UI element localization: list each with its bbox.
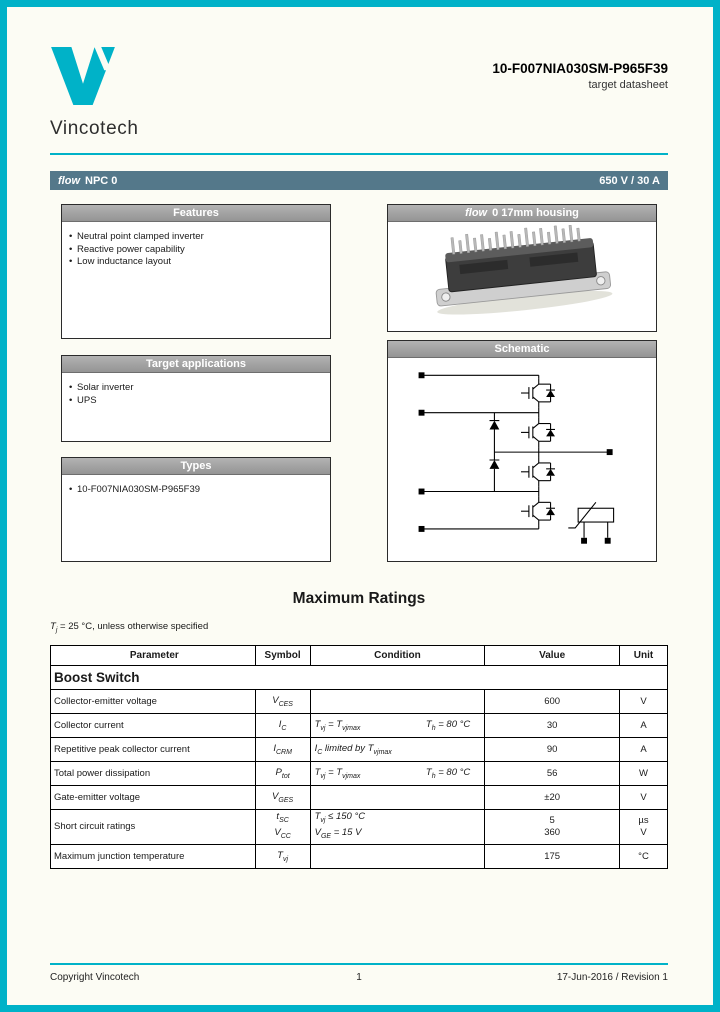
header-divider [50,153,668,155]
cell-symbol: $I_C$ [255,713,310,737]
series-brand: flow [58,174,80,187]
features-list [62,231,330,269]
note-symbol: $T_j$ [50,621,58,634]
list-item: • Low inductance layout [68,256,324,269]
title-block [492,47,668,91]
schematic-title: Schematic [388,341,656,358]
list-item: • Solar inverter [68,382,324,395]
condition-line: $T_{vj} \le 150$ °C [314,810,366,824]
document-subtitle: target datasheet [588,79,668,91]
housing-series: flow [465,207,488,219]
section-row [51,665,668,689]
cell-symbol: $P_{tot}$ [255,761,310,785]
value-line: 360 [544,826,561,838]
condition-right: $T_h = 80$ °C [425,766,471,780]
cell-parameter: Short circuit ratings [51,809,256,844]
cell-value: 175 [485,844,620,868]
housing-title [388,205,656,222]
target-applications-box [61,355,331,442]
section-title: Boost Switch [51,665,668,689]
types-box [61,457,331,562]
cell-symbol: $T_{vj}$ [255,844,310,868]
maximum-ratings-heading: Maximum Ratings [292,590,426,607]
cell-parameter: Total power dissipation [51,761,256,785]
col-parameter: Parameter [51,645,256,665]
types-title: Types [62,458,330,475]
col-condition: Condition [310,645,485,665]
cell-unit: V [620,689,668,713]
cell-unit: °C [620,844,668,868]
cell-condition [310,785,485,809]
features-box [61,204,331,339]
table-row [51,713,668,737]
cell-unit [620,809,668,844]
cell-symbol: $V_{GES}$ [255,785,310,809]
cell-parameter: Repetitive peak collector current [51,737,256,761]
topology-name: NPC 0 [85,174,118,187]
columns [50,204,668,562]
table-row [51,785,668,809]
list-item: • Reactive power capability [68,244,324,257]
schematic-wrap [388,358,656,555]
note-text: = 25 °C, unless otherwise specified [57,621,209,632]
left-column [61,204,331,562]
housing-name: 0 17mm housing [492,207,579,219]
schematic-box [387,340,657,562]
cell-symbol: $V_{CES}$ [255,689,310,713]
cell-value: 90 [485,737,620,761]
cell-condition [310,809,485,844]
copyright-text: Copyright Vincotech [50,972,140,983]
condition-left: $T_{vj} = T_{vjmax}$ [314,718,361,732]
features-title: Features [62,205,330,222]
cell-symbol [255,809,310,844]
condition-right: $T_h = 80$ °C [425,718,471,732]
page-header [7,7,713,140]
list-item: • UPS [68,395,324,408]
right-column [387,204,657,562]
condition-left: $T_{vj} = T_{vjmax}$ [314,766,361,780]
module-photo-wrap [388,222,656,330]
page-number: 1 [356,972,362,983]
series-name [58,175,117,187]
cell-unit: A [620,737,668,761]
module-photo [417,225,627,327]
table-row [51,737,668,761]
cell-value: 56 [485,761,620,785]
col-symbol: Symbol [255,645,310,665]
series-banner [50,171,668,190]
cell-condition [310,844,485,868]
maximum-ratings-table [50,645,668,869]
table-header-row [51,645,668,665]
value-line: 5 [549,814,555,826]
symbol-line: $t_{SC}$ [276,810,289,824]
conditions-note [50,621,668,634]
brand-name: Vincotech [50,118,139,139]
cell-parameter: Collector-emitter voltage [51,689,256,713]
cell-unit: W [620,761,668,785]
applications-list [62,382,330,407]
product-title: 10-F007NIA030SM-P965F39 [492,61,668,76]
unit-line: µs [638,814,649,826]
page-content [50,171,668,869]
cell-value: ±20 [485,785,620,809]
table-row [51,809,668,844]
cell-value: 600 [485,689,620,713]
table-row [51,761,668,785]
col-unit: Unit [620,645,668,665]
cell-value [485,809,620,844]
cell-condition: $I_C$ limited by $T_{vjmax}$ [310,737,485,761]
schematic-drawing [391,363,653,555]
voltage-current-rating: 650 V / 30 A [599,174,660,187]
revision-text: 17-Jun-2016 / Revision 1 [556,972,668,983]
vincotech-logo-icon [50,47,116,105]
table-row [51,689,668,713]
list-item: • 10-F007NIA030SM-P965F39 [68,484,324,497]
col-value: Value [485,645,620,665]
cell-parameter: Maximum junction temperature [51,844,256,868]
brand-block [50,47,139,140]
cell-unit: A [620,713,668,737]
cell-parameter: Collector current [51,713,256,737]
cell-condition [310,713,485,737]
types-list [62,484,330,497]
cell-parameter: Gate-emitter voltage [51,785,256,809]
cell-unit: V [620,785,668,809]
cell-condition [310,761,485,785]
cell-condition [310,689,485,713]
condition-line: $V_{GE} = 15$ V [314,826,362,840]
page-footer [50,963,668,983]
cell-value: 30 [485,713,620,737]
unit-line: V [640,826,647,838]
housing-box [387,204,657,332]
target-applications-title: Target applications [62,356,330,373]
cell-symbol: $I_{CRM}$ [255,737,310,761]
list-item: • Neutral point clamped inverter [68,231,324,244]
table-row [51,844,668,868]
symbol-line: $V_{CC}$ [274,826,291,840]
